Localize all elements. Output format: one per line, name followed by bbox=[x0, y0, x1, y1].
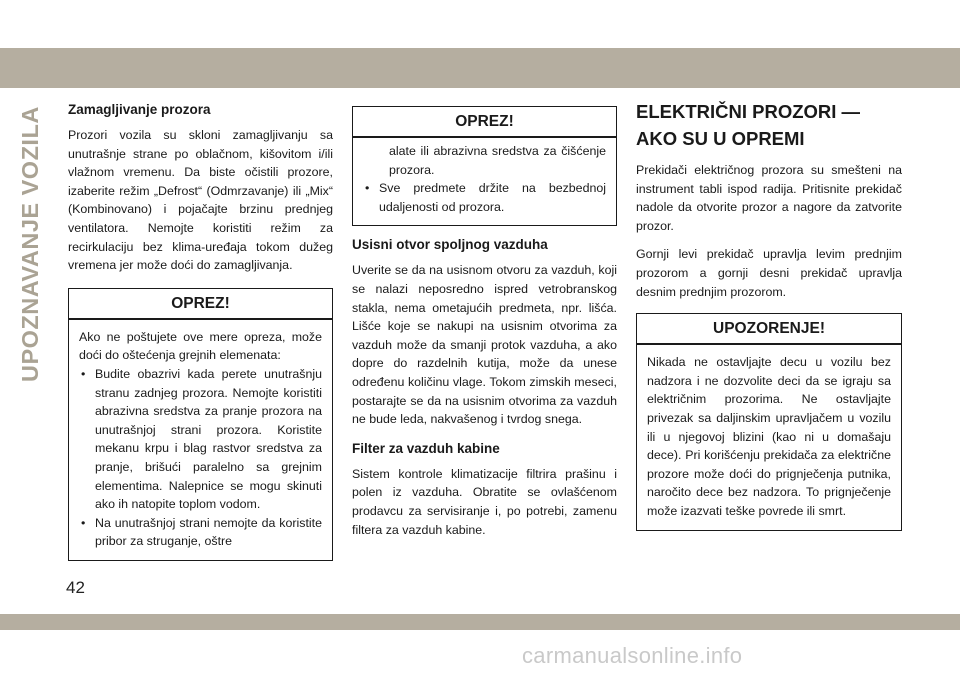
header-band bbox=[0, 48, 960, 88]
heading-line: ELEKTRIČNI PROZORI — bbox=[636, 101, 861, 122]
heading-cabin-filter: Filter za vazduh kabine bbox=[352, 440, 500, 456]
caution-intro: Ako ne poštujete ove mere opreza, može doći do oštećenja grejnih elemenata: bbox=[79, 329, 322, 363]
caution-box-continued bbox=[352, 106, 617, 226]
heading-power-windows bbox=[636, 98, 902, 152]
defogging-paragraph: Prozori vozila su skloni zamagljivanju sa unutrašnje strane po oblačnom, kišovitom i/ili vlažnom vremenu. Da biste očistili prozore, izaberite režim „Defrost“ (Odmrzavanje) ili „Mix“ (Kombinovano) i pojačajte brzinu prednjeg ventilatora. Nemojte koristiti režim za recirkulaciju bez klima-uređaja tokom dužeg vremena jer može doći do zamagljivanja. bbox=[68, 128, 333, 273]
watermark-text: carmanualsonline.info bbox=[522, 643, 743, 668]
caution-body bbox=[353, 138, 616, 225]
caution-list bbox=[79, 365, 322, 551]
heading-air-intake: Usisni otvor spoljnog vazduha bbox=[352, 237, 548, 253]
heading-defogging: Zamagljivanje prozora bbox=[68, 102, 211, 117]
warning-body bbox=[637, 345, 901, 529]
column-left bbox=[68, 100, 333, 561]
heading-line: AKO SU U OPREMI bbox=[636, 128, 805, 149]
page-number: 42 bbox=[66, 578, 85, 597]
warning-title: UPOZORENJE! bbox=[637, 314, 901, 345]
caution-continued-text: alate ili abrazivna sredstva za čišćenje prozora. bbox=[389, 144, 606, 177]
section-tab-label: UPOZNAVANJE VOZILA bbox=[17, 106, 43, 382]
warning-box bbox=[636, 313, 902, 530]
warning-text: Nikada ne ostavljajte decu u vozilu bez nadzora i ne dozvolite deci da se igraju sa električnim prozorima. Ne ostavljajte privezak sa daljinskim upravljačem u vozilu ili u njegovoj blizini (kao ni u domašaju dece). Pri korišćenju prekidača za električne prozore može doći do prignječenja putnika, naročito dece bez nadzora. To prignječenje može izazvati teške povrede ili smrt. bbox=[647, 355, 891, 518]
footer-band bbox=[0, 614, 960, 630]
caution-item: • Budite obazrivi kada perete unutrašnju stranu zadnjeg prozora. Nemojte koristiti abrazivna sredstva za pranje prozora na unutrašnjoj strani prozora. Koristite mekanu krpu i blag rastvor sredstva za pranje, brišući paralelno sa grejnim elementima. Nalepnice se mogu skinuti ako ih natopite toplom vodom. bbox=[79, 365, 322, 514]
column-middle bbox=[352, 106, 617, 549]
cabin-filter-paragraph: Sistem kontrole klimatizacije filtrira prašinu i polen iz vazduha. Obratite se ovlašćenom prodavcu za servisiranje i, po potrebi, zamenu filtera za vazduh kabine. bbox=[352, 466, 617, 537]
caution-item: • Na unutrašnjoj strani nemojte da koristite pribor za struganje, oštre bbox=[79, 514, 322, 551]
caution-body bbox=[69, 320, 332, 560]
power-windows-paragraph: Prekidači električnog prozora su smešteni na instrument tabli ispod radija. Pritisnite prekidač nadole da otvorite prozor a nagore da zatvorite prozor. bbox=[636, 163, 902, 233]
power-windows-paragraph: Gornji levi prekidač upravlja levim prednjim prozorom a gornji desni prekidač upravlja desnim prednjim prozorom. bbox=[636, 247, 902, 299]
column-right bbox=[636, 98, 902, 531]
caution-title: OPREZ! bbox=[353, 107, 616, 138]
caution-title: OPREZ! bbox=[69, 289, 332, 320]
caution-item: • Sve predmete držite na bezbednoj udaljenosti od prozora. bbox=[363, 179, 606, 216]
caution-box bbox=[68, 288, 333, 561]
air-intake-paragraph: Uverite se da na usisnom otvoru za vazduh, koji se nalazi neposredno ispred vetrobranskog stakla, nema ometajućih predmeta, npr. lišća. Lišće koje se nakupi na usisnim otvorima za vazduh može da smanji protok vazduha, a ako dopre do razdelnih kutija, može da unese određenu količinu vlage. Tokom zimskih meseci, postarajte se da na usisnim otvorima za vazduh ne bude leda, nakvašenog i tvrdog snega. bbox=[352, 263, 617, 427]
